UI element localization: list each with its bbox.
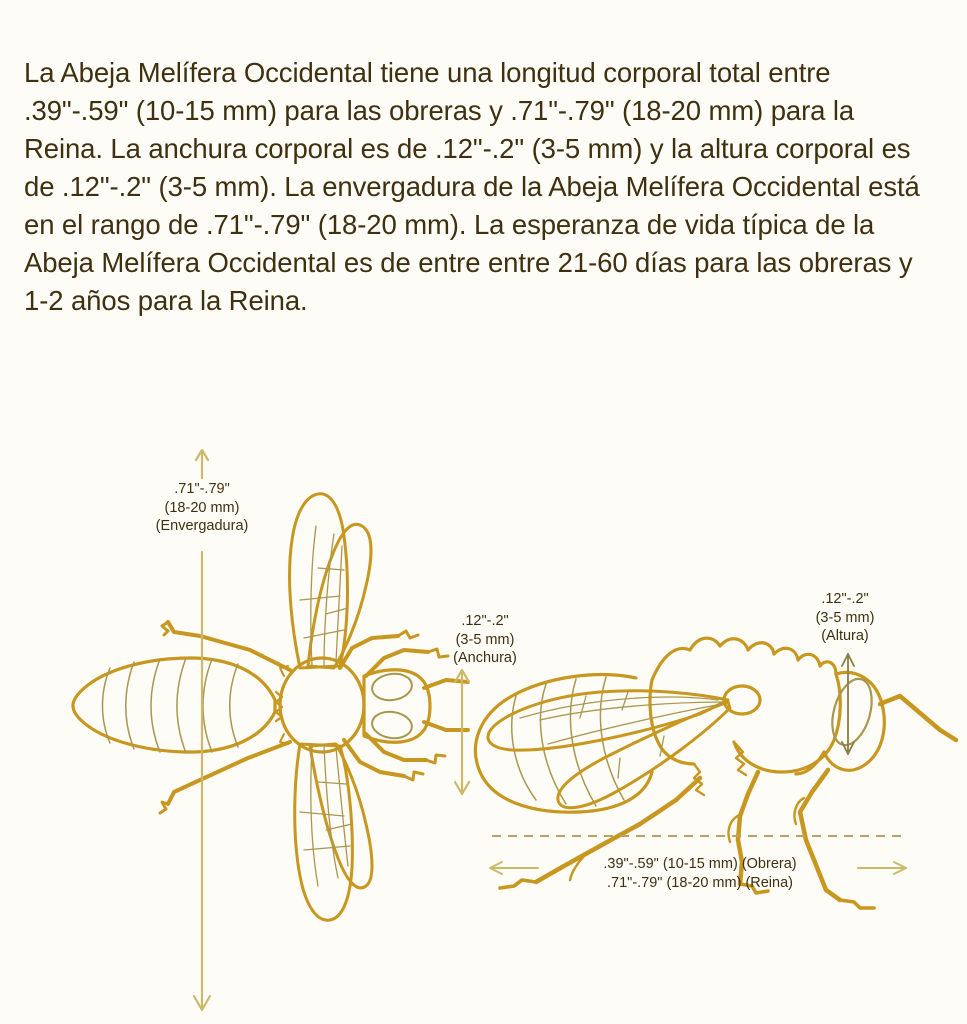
height-label — [780, 590, 910, 646]
eye-upper — [370, 671, 413, 702]
top-view-bee — [73, 494, 468, 920]
height-label-line2: (3-5 mm) — [815, 609, 875, 626]
side-mid-leg-foot — [840, 900, 874, 908]
bee-dimension-diagram — [0, 400, 967, 1024]
head-outline — [364, 670, 430, 743]
wing-veins-upper — [300, 526, 348, 666]
side-hindwing — [558, 702, 730, 808]
height-label-line1: .12"-.2" — [821, 591, 869, 607]
leg-lower-front-foot — [426, 755, 445, 763]
wingspan-label-line2: (18-20 mm) — [164, 499, 240, 516]
width-label — [420, 612, 550, 668]
abdomen-stripes — [103, 658, 239, 753]
leg-upper-mid-foot — [398, 631, 418, 638]
description-paragraph: La Abeja Melífera Occidental tiene una longitud corporal total entre .39"-.59" (10-15 mm) para las obreras y .71"-.79" (18-20 mm) para la Reina. La anchura corporal es de .12"-.2" (3-5 mm) y la altura corporal es de .12"-.2" (3-5 mm). La envergadura de la Abeja Melífera Occidental está en el rango de .71"-.79" (18-20 mm). La esperanza de vida típica de la Abeja Melífera Occidental es de entre entre 21-60 días para las obreras y 1-2 años para la Reina. — [24, 56, 920, 316]
thorax-outline — [280, 658, 364, 752]
leg-lower-mid-foot — [404, 772, 423, 780]
wingspan-label-line1: .71"-.79" — [174, 481, 230, 497]
side-abdomen-outline — [475, 675, 652, 813]
height-label-line3: (Altura) — [821, 628, 869, 644]
width-label-line1: .12"-.2" — [461, 613, 509, 629]
leg-upper-rear-foot — [162, 622, 168, 635]
wingspan-label-line3: (Envergadura) — [155, 518, 249, 534]
forewing-upper — [290, 494, 348, 668]
length-label-line1: .39"-.59" (10-15 mm) (Obrera) — [603, 856, 797, 872]
width-label-line3: (Anchura) — [453, 650, 517, 666]
length-label — [520, 855, 880, 892]
abdomen-outline — [73, 658, 275, 752]
wingspan-label — [112, 480, 292, 536]
leg-lower-rear-foot — [160, 802, 168, 813]
height-arrow — [842, 654, 854, 754]
eye-lower — [370, 709, 413, 740]
width-label-line2: (3-5 mm) — [455, 631, 515, 648]
length-label-line2: .71"-.79" (18-20 mm) (Reina) — [607, 874, 793, 891]
side-front-leg — [880, 696, 956, 740]
